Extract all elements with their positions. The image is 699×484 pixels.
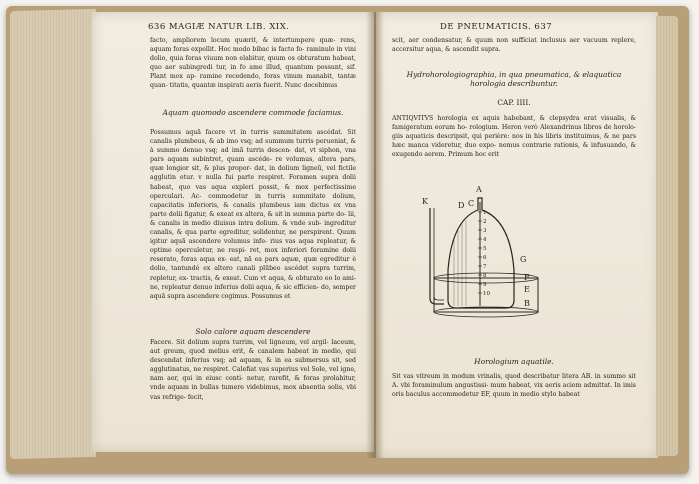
gutter	[366, 12, 384, 458]
chapter-heading: CAP. IIII.	[497, 98, 531, 107]
label-k: K	[422, 197, 428, 206]
right-running-header: DE PNEUMATICIS. 637	[440, 22, 553, 32]
label-a: A	[476, 185, 482, 194]
left-body-1: facto, ampliorem locum quærit, & intertumpere quæ- rens, aquam foras expellit. Hoc modo bibac is facto fo- raminulo in vini dolio, quia foras viuum non elabitur, quum os obturatum habeat, quo aer subingredi tur, in fo ame illud, quantum possunt, sif. Plant mox ap- ramine recedendo, foras vinum manabit, tantæ quan- titatis, quantæ inspirati aeris fuerit. Nunc docebimus	[150, 37, 356, 90]
right-body-1: scit, aer condensatur, & quum non sufficiat inclusus aer vacuum replere, accersitur aqua, & ascendit supra.	[392, 37, 636, 54]
label-d: D	[458, 201, 465, 210]
right-body-2: ANTIQVITVS horologia ex aquis habebant, & clepsydra erat visualis, & famigeratum eorum ho- rologium. Heron verò Alexandrinus libros de horolo- giis aquaticis descripsit, qui perière: nos in his libris instituimus, & ne pars hæc manca videretur, duo expo- nemus contrarie rationis, & infusuando, & exugendo aerem. Primum hoc erit	[392, 115, 636, 159]
scale-label-4: 4	[483, 237, 487, 243]
scale-label-8: 8	[483, 273, 487, 279]
left-running-header: 636 MAGIÆ NATUR LIB. XIX.	[148, 22, 290, 32]
right-subhead: Hydrohorologiographia, in qua pneumatica, & elaquatica horologia describuntur.	[406, 70, 622, 88]
scale-label-1: 1	[483, 210, 487, 216]
scale-label-6: 6	[483, 255, 487, 261]
label-g: G	[520, 255, 527, 264]
left-subhead-1: Aquam quomodo ascendere commode faciamus.	[162, 108, 344, 117]
scale-label-7: 7	[483, 264, 487, 270]
label-b: B	[524, 299, 530, 308]
water-clock-diagram	[420, 180, 550, 350]
scale-label-2: 2	[483, 219, 487, 225]
diagram-caption: Horologium aquatile.	[474, 357, 554, 366]
left-body-2: Possumus aquã facere vt in turris summitatem ascédat. Sit canalis plumbeus, & ab imo vsq; ad summum turris perueniat, & à summo denuo vsq; ad imã turris descen- dat, vt siphon, vna pars aquam subintret, quam ascéde- re volumus, altera pars, quæ longior sit, & plus propor- dat, in dolium ligneũ, vel fictile agglutin etur. v nulla fui parte respiret. Foramen supra dolii habeat, quo vas aqua explerí possit, & mox perfectissime operculari. Ac- commodetur in turris summitate dolium, capacitatis inferioris, & canalis plumbeus iam dictus ex vna parte dolii figatur, & exeat ex altera, & sit in summa parte do- lii, & canalis in medio diuisus intra dolium. & vnde sub- ingreditur canalis, & qua parte egreditur, solidentur, ne perspirent. Quum igitur aquã ascendere volumus infe- rius vas aqua repleatur, & optime operculetur, ne respi- ret, mox inferiori foramine dolii reserato, foras aqua ex- eat, nã ea pars aquæ, quæ egreditur è dolio, tantundé ex altero canali plũbeo ascédet supra turrim, repletur, ex- tractis, & exeat. Cum vt aqua, & obturato eo lo ami- ne, repleatur denuo inferius dolii aqua, & sic efficien- do, semper aquã supra ascendere cogimus. Possumus et	[150, 129, 356, 300]
scale-label-9: 9	[483, 282, 487, 288]
right-body-3: Sit vas vitreum in modum vrinalis, quod describatur litera AB. in summo sit A. vbi foraminulum angustissi- mum habeat, vix aeris aciem admittat. In imis oris baculus accommodetur EF, quum in medio stylo habeat	[392, 373, 636, 399]
label-e: E	[524, 285, 530, 294]
scale-label-5: 5	[483, 246, 487, 252]
left-page-edges	[10, 9, 96, 459]
scale-label-3: 3	[483, 228, 487, 234]
label-f: F	[524, 273, 530, 282]
left-subhead-2: Solo calore aquam descendere	[195, 327, 311, 336]
left-body-3: Facere. Sit dolium supra turrim, vel ligneum, vel argil- laceum, aut greum, quod melius erit, & canalem habeat in medio, qui descendat inferius vsq; ad aquam, & in ea submersus sit, sed agglutinatus, ne respiret. Calefiat vas superius vel Sole, vel igne, nam aer, qui in eiusc conti- netur, rarefit, & foras prolabitur, vnde aquam in bullas tumere videbimus, mox absentia solis, vbi vas refrige- fecit,	[150, 339, 356, 401]
scale-label-10: 10	[483, 291, 490, 297]
label-c: C	[468, 199, 475, 208]
right-page-edges	[656, 16, 678, 456]
